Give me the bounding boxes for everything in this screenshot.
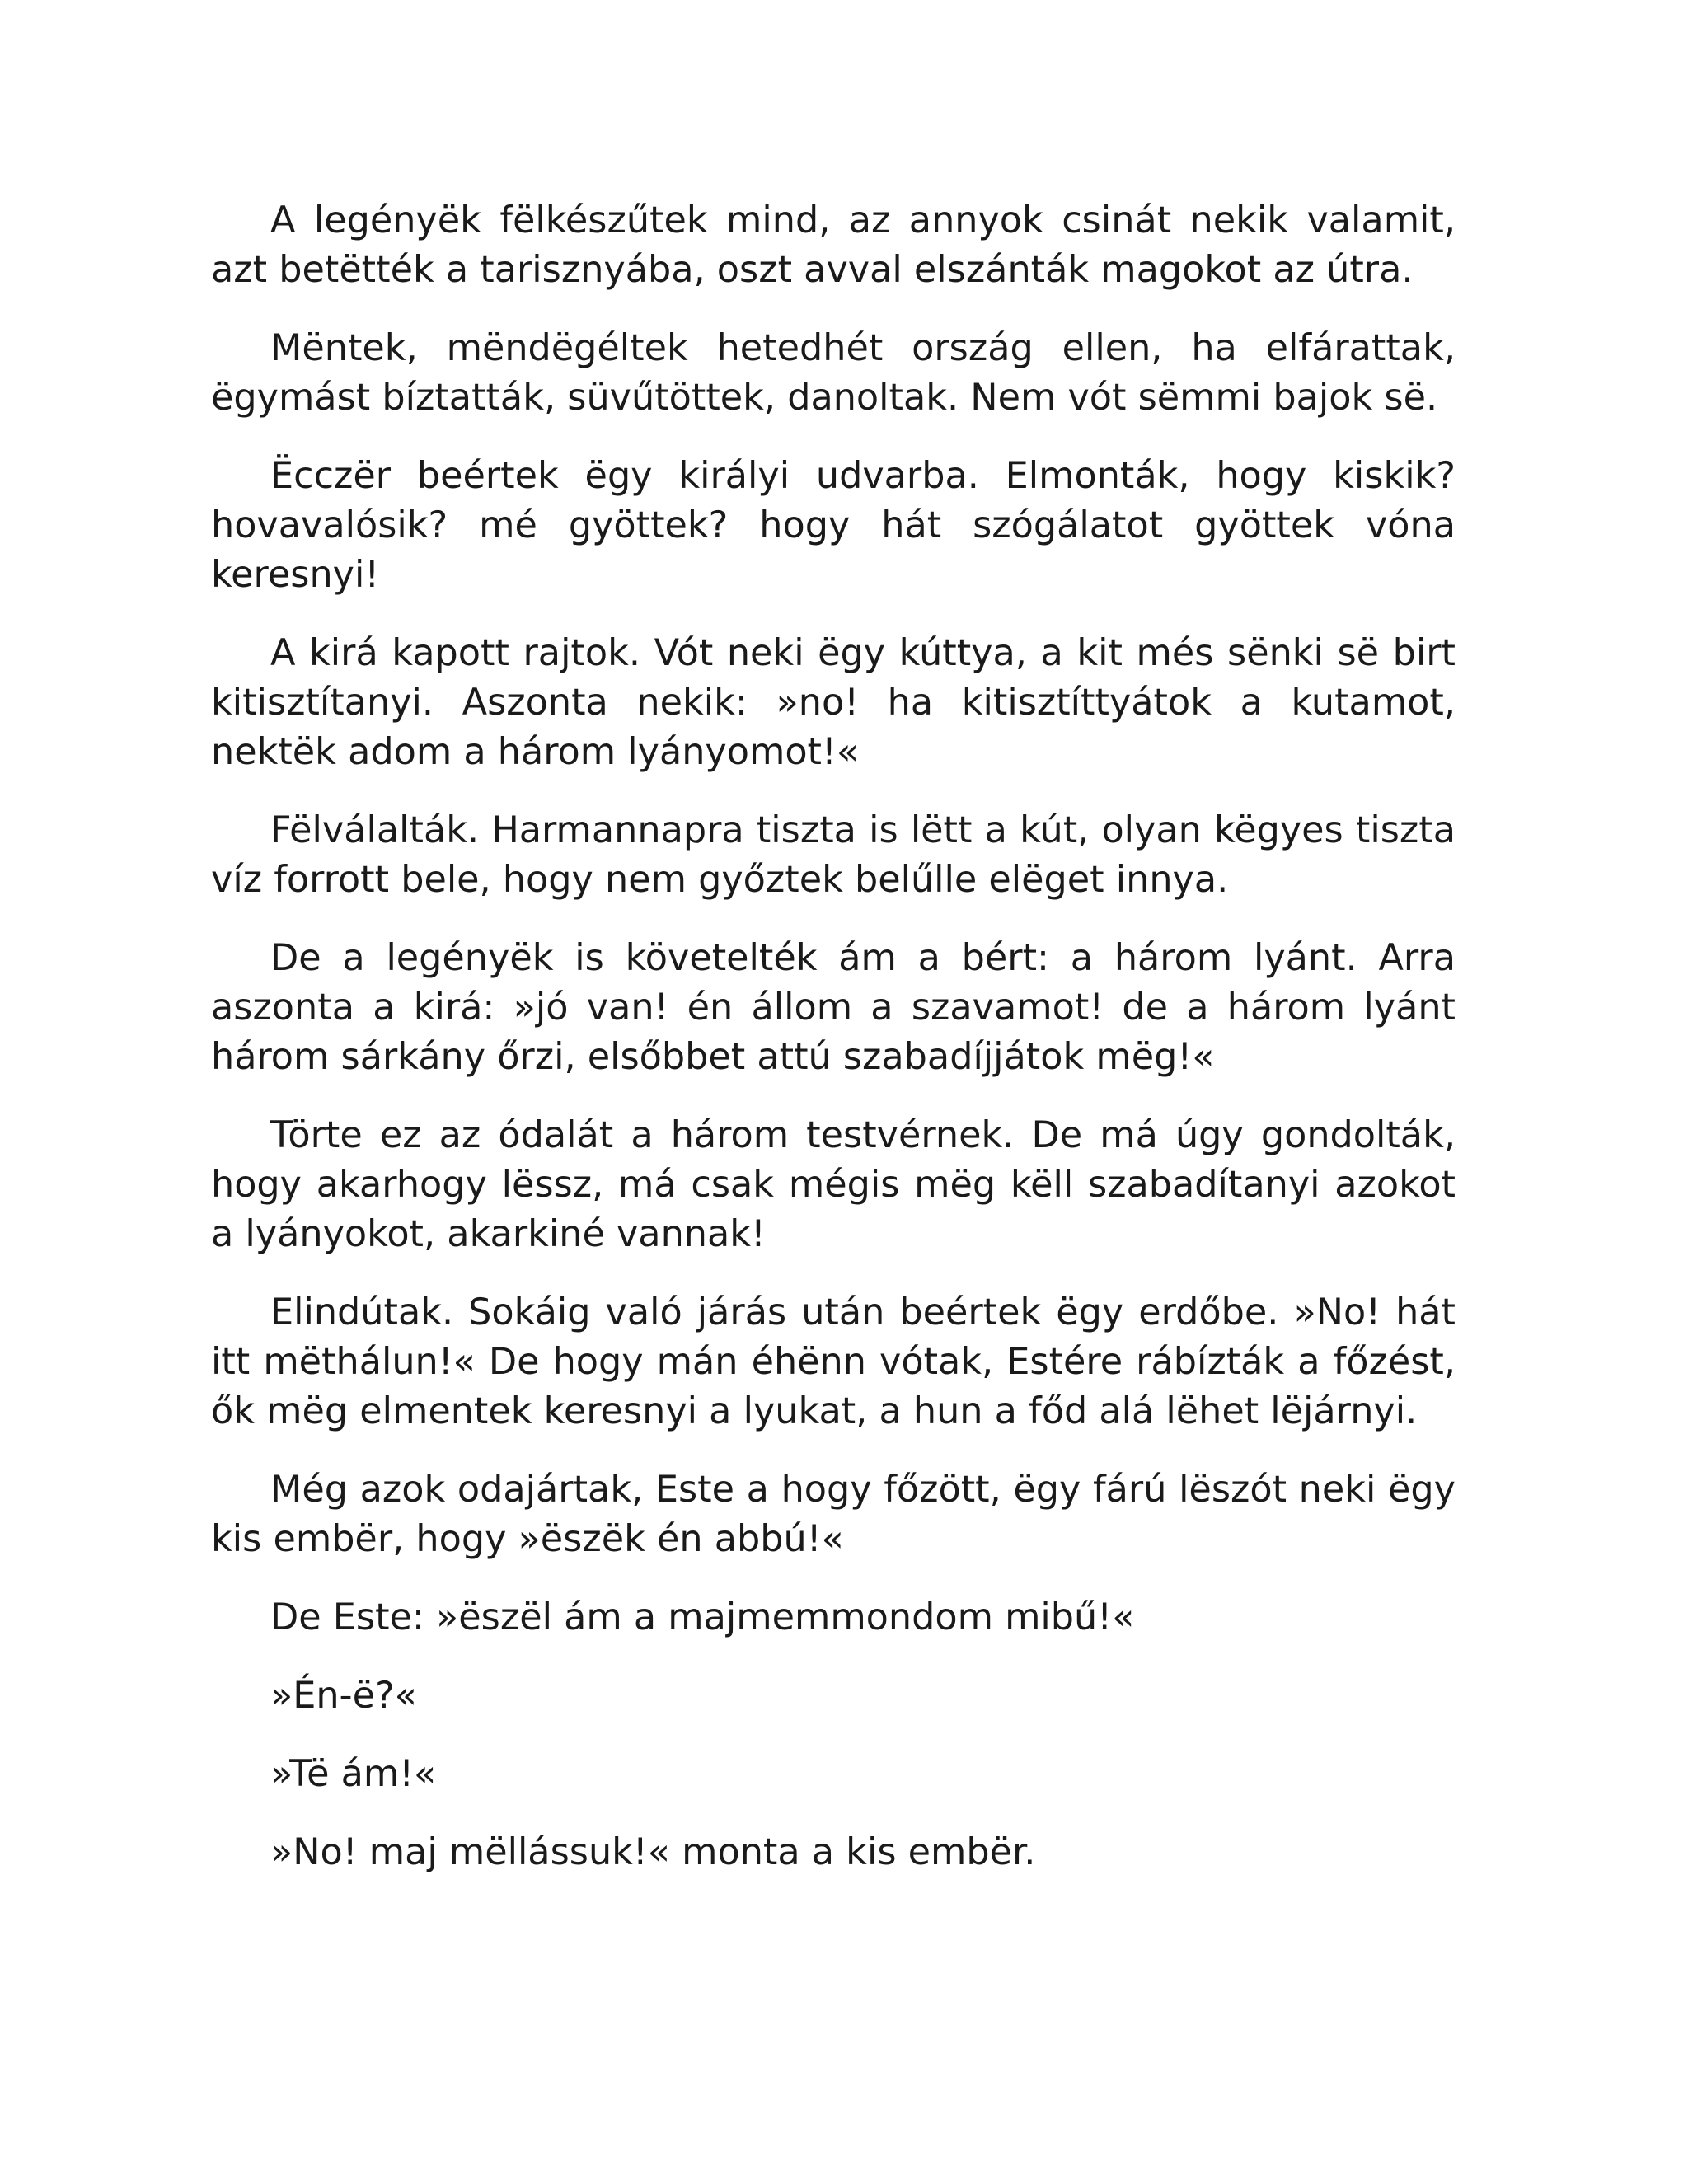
document-page (211, 196, 1456, 1906)
paragraph: Törte ez az ódalát a három testvérnek. De má úgy gondolták, hogy akarhogy lëssz, má csak mégis mëg këll szabadítanyi azokot a lyányokot, akarkiné vannak! (211, 1114, 1456, 1255)
paragraph: A legényëk fëlkészűtek mind, az annyok csinát nekik valamit, azt betëtték a tarisznyába, oszt avval elszánták magokot az útra. (211, 199, 1456, 291)
paragraph: »Të ám!« (270, 1753, 437, 1795)
paragraph: Még azok odajártak, Este a hogy főzött, ëgy fárú lëszót neki ëgy kis embër, hogy »ëszëk én abbú!« (211, 1469, 1456, 1560)
paragraph: Fëlválalták. Harmannapra tiszta is lëtt a kút, olyan këgyes tiszta víz forrott bele, hogy nem győztek belűlle elëget innya. (211, 809, 1456, 901)
paragraph: Ëcczër beértek ëgy királyi udvarba. Elmonták, hogy kiskik? hovavalósik? mé gyöttek? hogy hát szógálatot gyöttek vóna keresnyi! (211, 455, 1456, 596)
paragraph: De Este: »ëszël ám a majmemmondom mibű!« (270, 1596, 1135, 1638)
paragraph: »No! maj mëllássuk!« monta a kis embër. (270, 1831, 1036, 1873)
paragraph: Mëntek, mëndëgéltek hetedhét ország ellen, ha elfárattak, ëgymást bíztatták, süvűtöttek, danoltak. Nem vót sëmmi bajok së. (211, 327, 1456, 419)
paragraph: De a legényëk is követelték ám a bért: a három lyánt. Arra aszonta a kirá: »jó van! én állom a szavamot! de a három lyánt három sárkány őrzi, elsőbbet attú szabadíjjátok mëg!« (211, 937, 1456, 1078)
paragraph: A kirá kapott rajtok. Vót neki ëgy kúttya, a kit més sënki së birt kitisztítanyi. Aszonta nekik: »no! ha kitisztíttyátok a kutamot, nektëk adom a három lyányomot!« (211, 632, 1456, 773)
paragraph: Elindútak. Sokáig való járás után beértek ëgy erdőbe. »No! hát itt mëthálun!« De hogy mán éhënn vótak, Estére rábízták a főzést, ők mëg elmentek keresnyi a lyukat, a hun a főd alá lëhet lëjárnyi. (211, 1291, 1456, 1432)
paragraph: »Én-ë?« (270, 1675, 417, 1717)
